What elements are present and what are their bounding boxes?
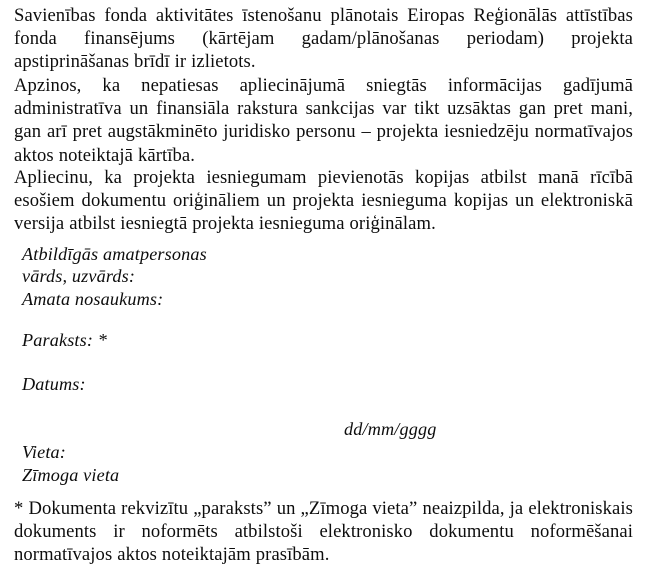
- paragraph-copies-certification: Apliecinu, ka projekta iesniegumam pievienotās kopijas atbilst manā rīcībā esošiem dokumentu oriģināliem un projekta iesnieguma kopijas un elektroniskā versija atbilst iesniegtā projekta iesnieguma oriģinālam.: [14, 167, 633, 235]
- label-responsible-person-line1: Atbildīgās amatpersonas: [22, 244, 207, 264]
- label-signature: Paraksts: *: [22, 330, 108, 350]
- footnote-electronic-document: * Dokumenta rekvizītu „paraksts” un „Zīmoga vieta” neaizpilda, ja elektroniskais dokuments ir noformēts atbilstoši elektronisko dokumentu noformēšanai normatīvajos aktos noteiktajām prasībām.: [14, 498, 633, 566]
- label-date: Datums:: [22, 374, 86, 394]
- label-place: Vieta:: [22, 442, 66, 462]
- paragraph-funding-statement: Savienības fonda aktivitātes īstenošanu plānotais Eiropas Reģionālās attīstības fonda finansējums (kārtējam gadam/plānošanas periodam) projekta apstiprināšanas brīdī ir izlietots.: [14, 5, 633, 73]
- label-stamp-place: Zīmoga vieta: [22, 465, 120, 485]
- date-format-hint: dd/mm/gggg: [344, 419, 437, 439]
- paragraph-sanctions-awareness: Apzinos, ka nepatiesas apliecinājumā sniegtās informācijas gadījumā administratīva un finansiāla rakstura sankcijas var tikt uzsāktas gan pret mani, gan arī pret augstākminēto juridisko personu – projekta iesniedzēju normatīvajos aktos noteiktajā kārtība.: [14, 75, 633, 166]
- label-position-title: Amata nosaukums:: [22, 289, 164, 309]
- label-responsible-person-line2: vārds, uzvārds:: [22, 266, 136, 286]
